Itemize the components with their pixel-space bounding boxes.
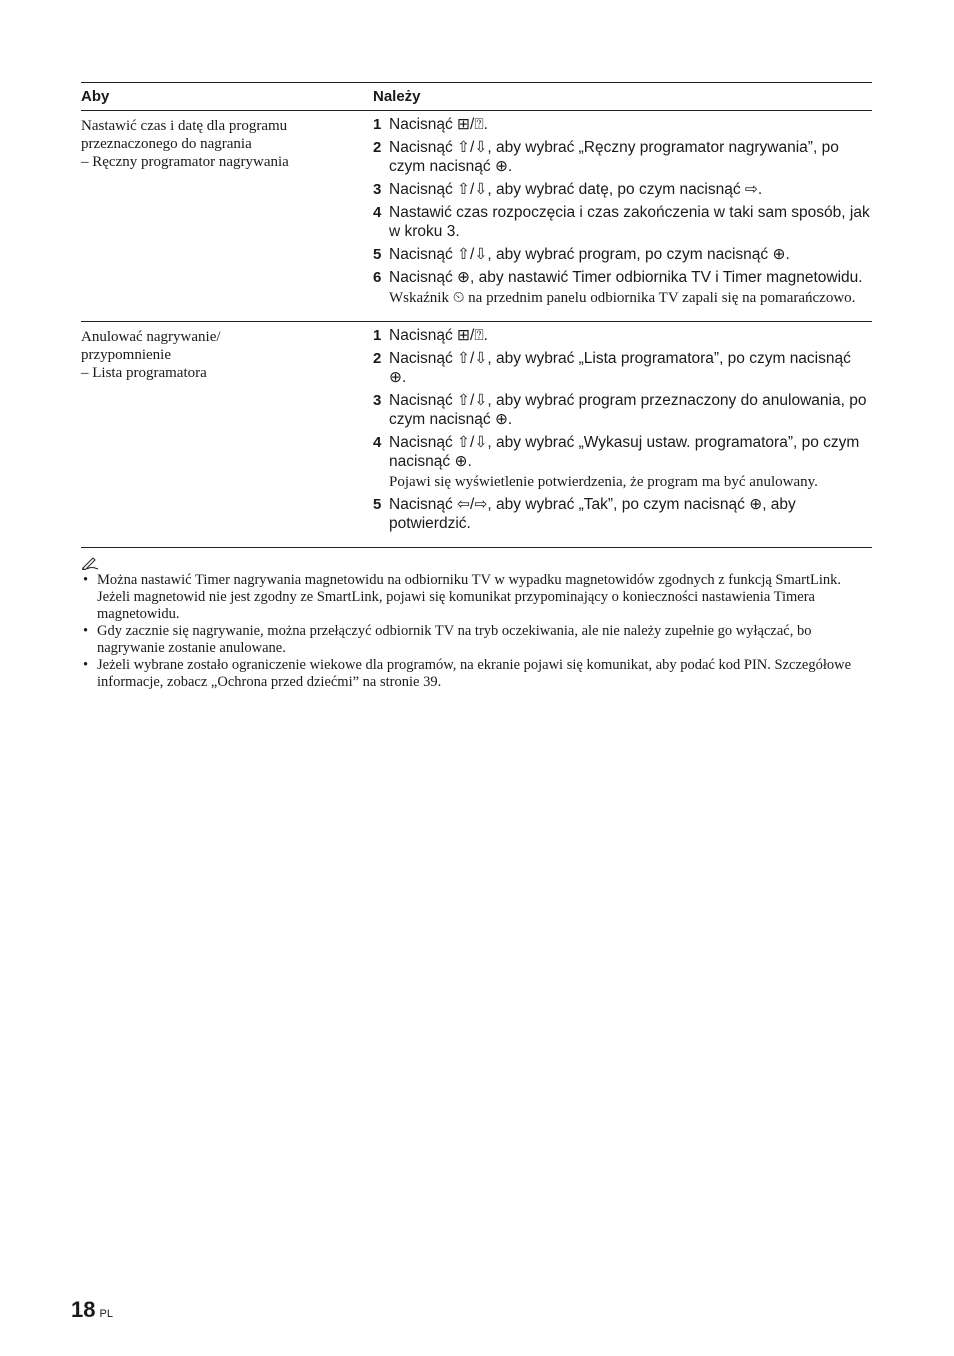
step-text: Nacisnąć ⇧/⇩, aby wybrać „Wykasuj ustaw. programatora”, po czym nacisnąć ⊕.	[389, 434, 860, 470]
step-text: Nacisnąć ⇧/⇩, aby wybrać program przeznaczony do anulowania, po czym nacisnąć ⊕.	[389, 392, 867, 428]
step-body	[389, 138, 872, 176]
note-item	[81, 572, 872, 623]
step-item	[373, 433, 872, 491]
step-number: 2	[373, 139, 382, 156]
task-label: Nastawić czas i datę dla programu przeznaczonego do nagrania – Ręczny programator nagrywania	[81, 118, 289, 170]
step-text: Nacisnąć ⊞/⍰.	[389, 116, 488, 133]
step-item	[373, 245, 872, 264]
header-nalezy: Należy	[373, 83, 872, 111]
step-body	[389, 180, 872, 199]
step-item	[373, 203, 872, 241]
pencil-note-icon	[81, 556, 99, 570]
table-row	[81, 322, 872, 548]
step-body	[389, 349, 872, 387]
page-footer	[71, 1297, 113, 1323]
step-item	[373, 268, 872, 307]
task-cell	[81, 111, 373, 322]
step-note: Wskaźnik ⏲ na przednim panelu odbiornika TV zapali się na pomarańczowo.	[389, 290, 856, 306]
note-item	[81, 657, 872, 691]
step-body	[389, 326, 872, 345]
step-number: 4	[373, 434, 382, 451]
notes-list	[81, 572, 872, 691]
step-body	[389, 245, 872, 264]
table-body	[81, 111, 872, 548]
step-item	[373, 349, 872, 387]
step-body	[389, 433, 872, 491]
step-list	[373, 326, 872, 533]
page-number: 18	[71, 1297, 96, 1322]
steps-cell	[373, 322, 872, 548]
language-code: PL	[99, 1308, 113, 1320]
note-text: Jeżeli wybrane zostało ograniczenie wiekowe dla programów, na ekranie pojawi się komunikat, aby podać kod PIN. Szczegółowe informacje, zobacz „Ochrona przed dziećmi” na stronie 39.	[97, 657, 852, 690]
step-number: 6	[373, 269, 382, 286]
step-number: 1	[373, 327, 382, 344]
step-number: 3	[373, 392, 382, 409]
step-body	[389, 495, 872, 533]
bullet: •	[83, 657, 89, 673]
step-note: Pojawi się wyświetlenie potwierdzenia, że program ma być anulowany.	[389, 474, 818, 490]
step-item	[373, 391, 872, 429]
step-text: Nacisnąć ⇧/⇩, aby wybrać „Ręczny programator nagrywania”, po czym nacisnąć ⊕.	[389, 139, 839, 175]
step-number: 2	[373, 350, 382, 367]
step-body	[389, 115, 872, 134]
step-body	[389, 391, 872, 429]
step-body	[389, 268, 872, 307]
step-item	[373, 180, 872, 199]
step-number: 5	[373, 246, 382, 263]
step-number: 5	[373, 496, 382, 513]
note-text: Gdy zacznie się nagrywanie, można przełączyć odbiornik TV na tryb oczekiwania, ale nie należy zupełnie go wyłączać, bo nagrywanie zostanie anulowane.	[97, 623, 812, 656]
step-number: 3	[373, 181, 382, 198]
step-text: Nacisnąć ⇦/⇨, aby wybrać „Tak”, po czym nacisnąć ⊕, aby potwierdzić.	[389, 496, 796, 532]
note-item	[81, 623, 872, 657]
header-aby: Aby	[81, 83, 373, 111]
step-list	[373, 115, 872, 307]
document-page	[81, 82, 872, 691]
step-item	[373, 326, 872, 345]
step-text: Nacisnąć ⊕, aby nastawić Timer odbiornika TV i Timer magnetowidu.	[389, 269, 863, 286]
step-text: Nacisnąć ⇧/⇩, aby wybrać datę, po czym nacisnąć ⇨.	[389, 181, 763, 198]
step-text: Nacisnąć ⊞/⍰.	[389, 327, 488, 344]
step-number: 1	[373, 116, 382, 133]
bullet: •	[83, 572, 89, 588]
table-header-row	[81, 83, 872, 111]
step-item	[373, 138, 872, 176]
task-cell	[81, 322, 373, 548]
task-label: Anulować nagrywanie/ przypomnienie – Lista programatora	[81, 329, 221, 381]
step-item	[373, 115, 872, 134]
steps-cell	[373, 111, 872, 322]
bullet: •	[83, 623, 89, 639]
step-number: 4	[373, 204, 382, 221]
step-item	[373, 495, 872, 533]
notes-section	[81, 556, 872, 691]
step-body	[389, 203, 872, 241]
instruction-table	[81, 82, 872, 548]
step-text: Nacisnąć ⇧/⇩, aby wybrać „Lista programatora”, po czym nacisnąć ⊕.	[389, 350, 851, 386]
note-text: Można nastawić Timer nagrywania magnetowidu na odbiorniku TV w wypadku magnetowidów zgodnych z funkcją SmartLink. Jeżeli magnetowid nie jest zgodny ze SmartLink, pojawi się komunikat przypominający o konieczności nastawienia Timera magnetowidu.	[97, 572, 842, 622]
table-row	[81, 111, 872, 322]
step-text: Nacisnąć ⇧/⇩, aby wybrać program, po czym nacisnąć ⊕.	[389, 246, 790, 263]
step-text: Nastawić czas rozpoczęcia i czas zakończenia w taki sam sposób, jak w kroku 3.	[389, 204, 870, 240]
